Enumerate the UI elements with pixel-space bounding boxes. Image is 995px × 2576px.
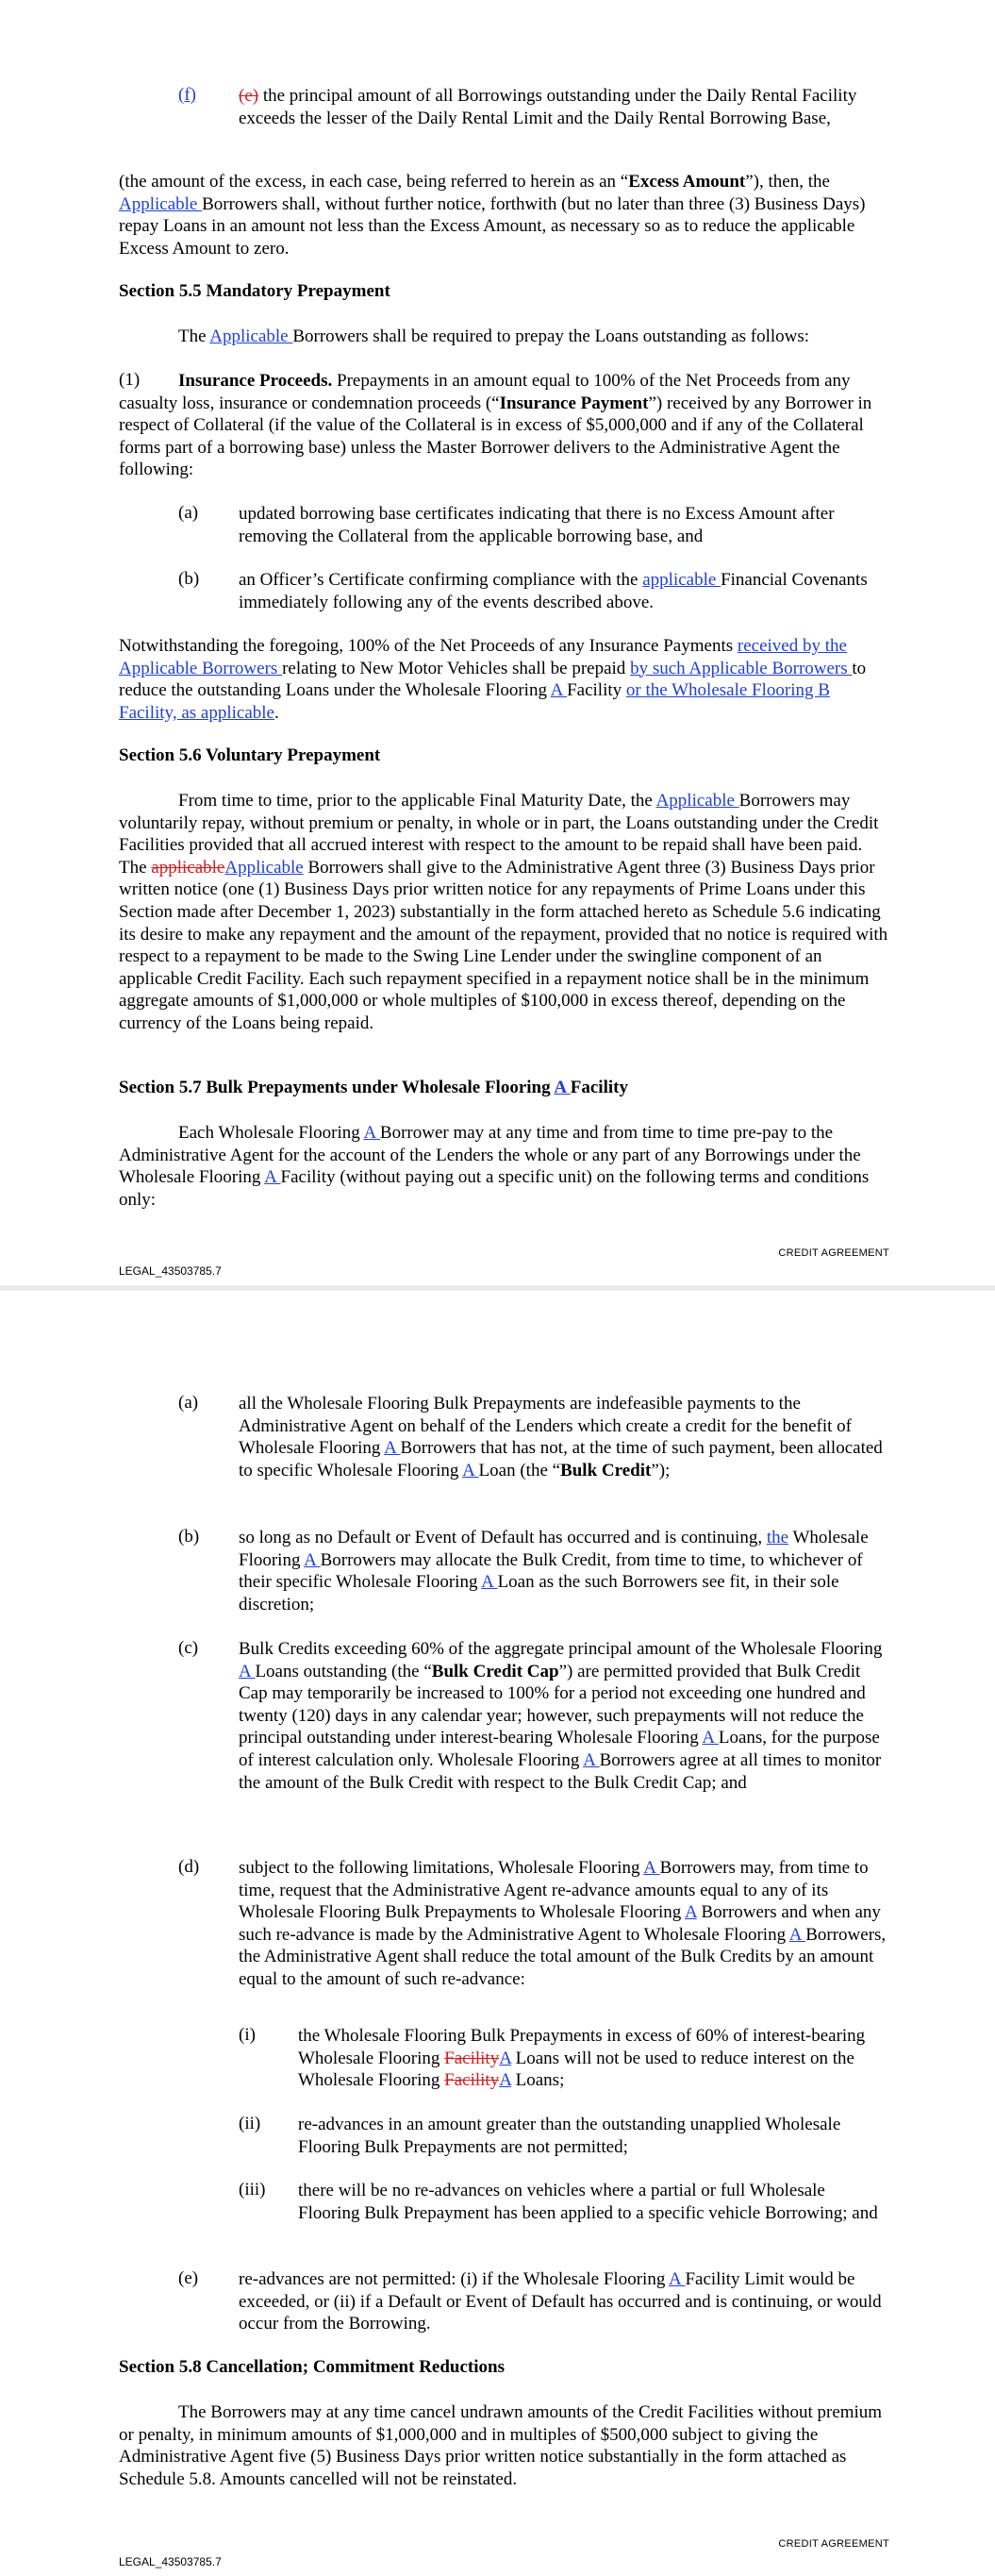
clause-b-text: an Officer’s Certificate confirming compliance with the applicable Financial Covenants immediately following any of the events described above. (239, 570, 868, 612)
clause-a-text: all the Wholesale Flooring Bulk Prepayments are indefeasible payments to the Administrative Agent on behalf of the Lenders which create a credit for the benefit of Wholesale Flooring A Borrowers that has not, at the time of such payment, been allocated to specific Wholesale Flooring A Loan (the “Bulk Credit”); (239, 1394, 883, 1480)
inserted-text: A (499, 2048, 511, 2068)
inserted-text: received by the Applicable Borrowers (119, 636, 847, 678)
inserted-text: A (550, 680, 568, 701)
inserted-text: Applicable (209, 326, 293, 346)
clause-d-i-text: the Wholesale Flooring Bulk Prepayments in excess of 60% of interest-bearing Wholesale Flooring FacilityA Loans will not be used to reduce interest on the Wholesale Flooring FacilityA Loans; (298, 2026, 866, 2091)
clause-b-label: (b) (178, 569, 200, 589)
footer-doc-title: CREDIT AGREEMENT (778, 2538, 889, 2550)
clause-d-ii-label: (ii) (239, 2114, 261, 2133)
bulk-prepayment-intro: Each Wholesale Flooring A Borrower may at any time and from time to time pre-pay to the Administrative Agent for the account of the Lenders the whole or any part of any Borrowings under the Wholesale Flooring A Facility (without paying out a specific unit) on the following terms and conditions only: (119, 1123, 870, 1210)
section-5-8-heading: Section 5.8 Cancellation; Commitment Reductions (119, 2357, 505, 2377)
clause-d-label: (d) (178, 1857, 200, 1877)
inserted-text: A (481, 1572, 498, 1593)
clause-a-label: (a) (178, 1393, 199, 1413)
inserted-text: Applicable (224, 857, 304, 878)
inserted-text: A (685, 1902, 697, 1923)
inserted-text: Applicable (655, 791, 739, 811)
clause-f-label: (f) (178, 85, 196, 105)
clause-c-text: Bulk Credits exceeding 60% of the aggregate principal amount of the Wholesale Flooring A Loans outstanding (the “Bulk Credit Cap”) are permitted provided that Bulk Credit Cap may temporarily be increased to 100% for a period not exceeding one hundred and twenty (120) days in any calendar year; however, such prepayments will not reduce the principal outstanding under interest-bearing Wholesale Flooring A Loans, for the purpose of interest calculation only. Wholesale Flooring A Borrowers agree at all times to monitor the amount of the Bulk Credit with respect to the Bulk Credit Cap; and (239, 1639, 883, 1793)
inserted-text: A (499, 2070, 511, 2091)
clause-f-text: (e) the principal amount of all Borrowings outstanding under the Daily Rental Facility exceeds the lesser of the Daily Rental Limit and the Daily Rental Borrowing Base, (239, 86, 857, 128)
inserted-text: A (788, 1924, 806, 1945)
deleted-text: Facility (444, 2048, 500, 2068)
inserted-text: A (363, 1123, 380, 1143)
inserted-text: the (766, 1528, 789, 1547)
inserted-text: A (264, 1167, 281, 1188)
inserted-text: A (384, 1438, 401, 1459)
inserted-text: applicable (642, 570, 721, 590)
section-5-6-heading: Section 5.6 Voluntary Prepayment (119, 745, 381, 765)
clause-d-iii-text: there will be no re-advances on vehicles where a partial or full Wholesale Flooring Bulk Prepayment has been applied to a specific vehicle Borrowing; and (298, 2181, 878, 2223)
section-5-7-heading: Section 5.7 Bulk Prepayments under Wholesale Flooring A Facility (119, 1078, 628, 1097)
footer-doc-title: CREDIT AGREEMENT (778, 1247, 889, 1259)
clause-d-text: subject to the following limitations, Wholesale Flooring A Borrowers may, from time to time, request that the Administrative Agent re-advance amounts equal to any of its Wholesale Flooring Bulk Prepayments to Wholesale Flooring A Borrowers and when any such re-advance is made by the Administrative Agent to Wholesale Flooring A Borrowers, the Administrative Agent shall reduce the total amount of the Bulk Credits by an amount equal to the amount of such re-advance: (239, 1858, 887, 1989)
cancellation-paragraph: The Borrowers may at any time cancel undrawn amounts of the Credit Facilities without premium or penalty, in minimum amounts of $1,000,000 and in multiples of $500,000 subject to giving the Administrative Agent five (5) Business Days prior written notice substantially in the form attached as Schedule 5.8. Amounts cancelled will not be reinstated. (119, 2402, 883, 2489)
clause-b-text: so long as no Default or Event of Default has occurred and is continuing, the Wholesale Flooring A Borrowers may allocate the Bulk Credit, from time to time, to whichever of their specific Wholesale Flooring A Loan as the such Borrowers see fit, in their sole discretion; (239, 1528, 869, 1614)
clause-a-text: updated borrowing base certificates indicating that there is no Excess Amount after removing the Collateral from the applicable borrowing base, and (239, 504, 835, 546)
clause-d-i-label: (i) (239, 2025, 256, 2045)
inserted-text: A (554, 1078, 571, 1097)
excess-amount-paragraph: (the amount of the excess, in each case, being referred to herein as an “Excess Amount”), then, the Applicable Borrowers shall, without further notice, forthwith (but no later than three (3) Business Days) repay Loans in an amount not less than the Excess Amount, as necessary so as to reduce the applicable Excess Amount to zero. (119, 172, 866, 259)
footer-doc-id: LEGAL_43503785.7 (119, 2555, 222, 2568)
document-page-1 (0, 0, 995, 1285)
document-page-2 (0, 1291, 995, 2576)
inserted-text: A (702, 1728, 719, 1748)
clause-b-label: (b) (178, 1527, 200, 1547)
section-5-5-heading: Section 5.5 Mandatory Prepayment (119, 281, 390, 301)
notwithstanding-paragraph: Notwithstanding the foregoing, 100% of the Net Proceeds of any Insurance Payments received by the Applicable Borrowers relating to New Motor Vehicles shall be prepaid by such Applicable Borrowers to reduce the outstanding Loans under the Wholesale Flooring A Facility or the Wholesale Flooring B Facility, as applicable. (119, 636, 867, 723)
clause-e-label: (e) (178, 2268, 199, 2288)
footer-doc-id: LEGAL_43503785.7 (119, 1264, 222, 1278)
deleted-text: applicable (151, 857, 225, 878)
inserted-text: or the Wholesale Flooring B Facility, as applicable (119, 680, 830, 723)
deleted-label: (e) (239, 86, 259, 106)
clause-d-iii-label: (iii) (239, 2180, 266, 2200)
clause-d-ii-text: re-advances in an amount greater than the outstanding unapplied Wholesale Flooring Bulk Prepayments are not permitted; (298, 2115, 841, 2157)
inserted-text: A (304, 1549, 321, 1570)
inserted-text: Applicable (119, 193, 203, 214)
section-5-5-intro: The Applicable Borrowers shall be required to prepay the Loans outstanding as follows: (178, 326, 810, 346)
inserted-text: A (462, 1460, 479, 1480)
clause-a-label: (a) (178, 503, 199, 523)
inserted-text: A (239, 1661, 256, 1681)
deleted-text: Facility (444, 2070, 500, 2091)
clause-e-text: re-advances are not permitted: (i) if the Wholesale Flooring A Facility Limit would be exceeded, or (ii) if a Default or Event of Default has occurred and is continuing, or would occur from the Borrowing. (239, 2269, 882, 2334)
inserted-text: by such Applicable Borrowers (630, 658, 853, 678)
inserted-text: A (643, 1858, 660, 1878)
inserted-text: A (669, 2269, 686, 2289)
inserted-text: A (583, 1749, 600, 1770)
clause-1-label: (1) (119, 370, 141, 390)
clause-c-label: (c) (178, 1638, 199, 1658)
insurance-proceeds-paragraph: Insurance Proceeds. Prepayments in an amount equal to 100% of the Net Proceeds from any casualty loss, insurance or condemnation proceeds (“Insurance Payment”) received by any Borrower in respect of Collateral (if the value of the Collateral is in excess of $5,000,000 and if any of the Collateral forms part of a borrowing base) unless the Master Borrower delivers to the Administrative Agent the following: (119, 371, 872, 480)
voluntary-prepayment-paragraph: From time to time, prior to the applicable Final Maturity Date, the Applicable Borrowers may voluntarily repay, without premium or penalty, in whole or in part, the Loans outstanding under the Credit Facilities provided that all accrued interest with respect to the amount to be repaid shall have been paid. The applicableApplicable Borrowers shall give to the Administrative Agent three (3) Business Days prior written notice (one (1) Business Days prior written notice for any repayments of Prime Loans under this Section made after December 1, 2023) substantially in the form attached hereto as Schedule 5.6 indicating its desire to make any repayment and the amount of the repayment, provided that no notice is required with respect to a repayment to be made to the Swing Line Lender under the swingline component of an applicable Credit Facility. Each such repayment specified in a repayment notice shall be in the minimum aggregate amounts of $1,000,000 or whole multiples of $100,000 in excess thereof, depending on the currency of the Loans being repaid. (119, 791, 888, 1033)
